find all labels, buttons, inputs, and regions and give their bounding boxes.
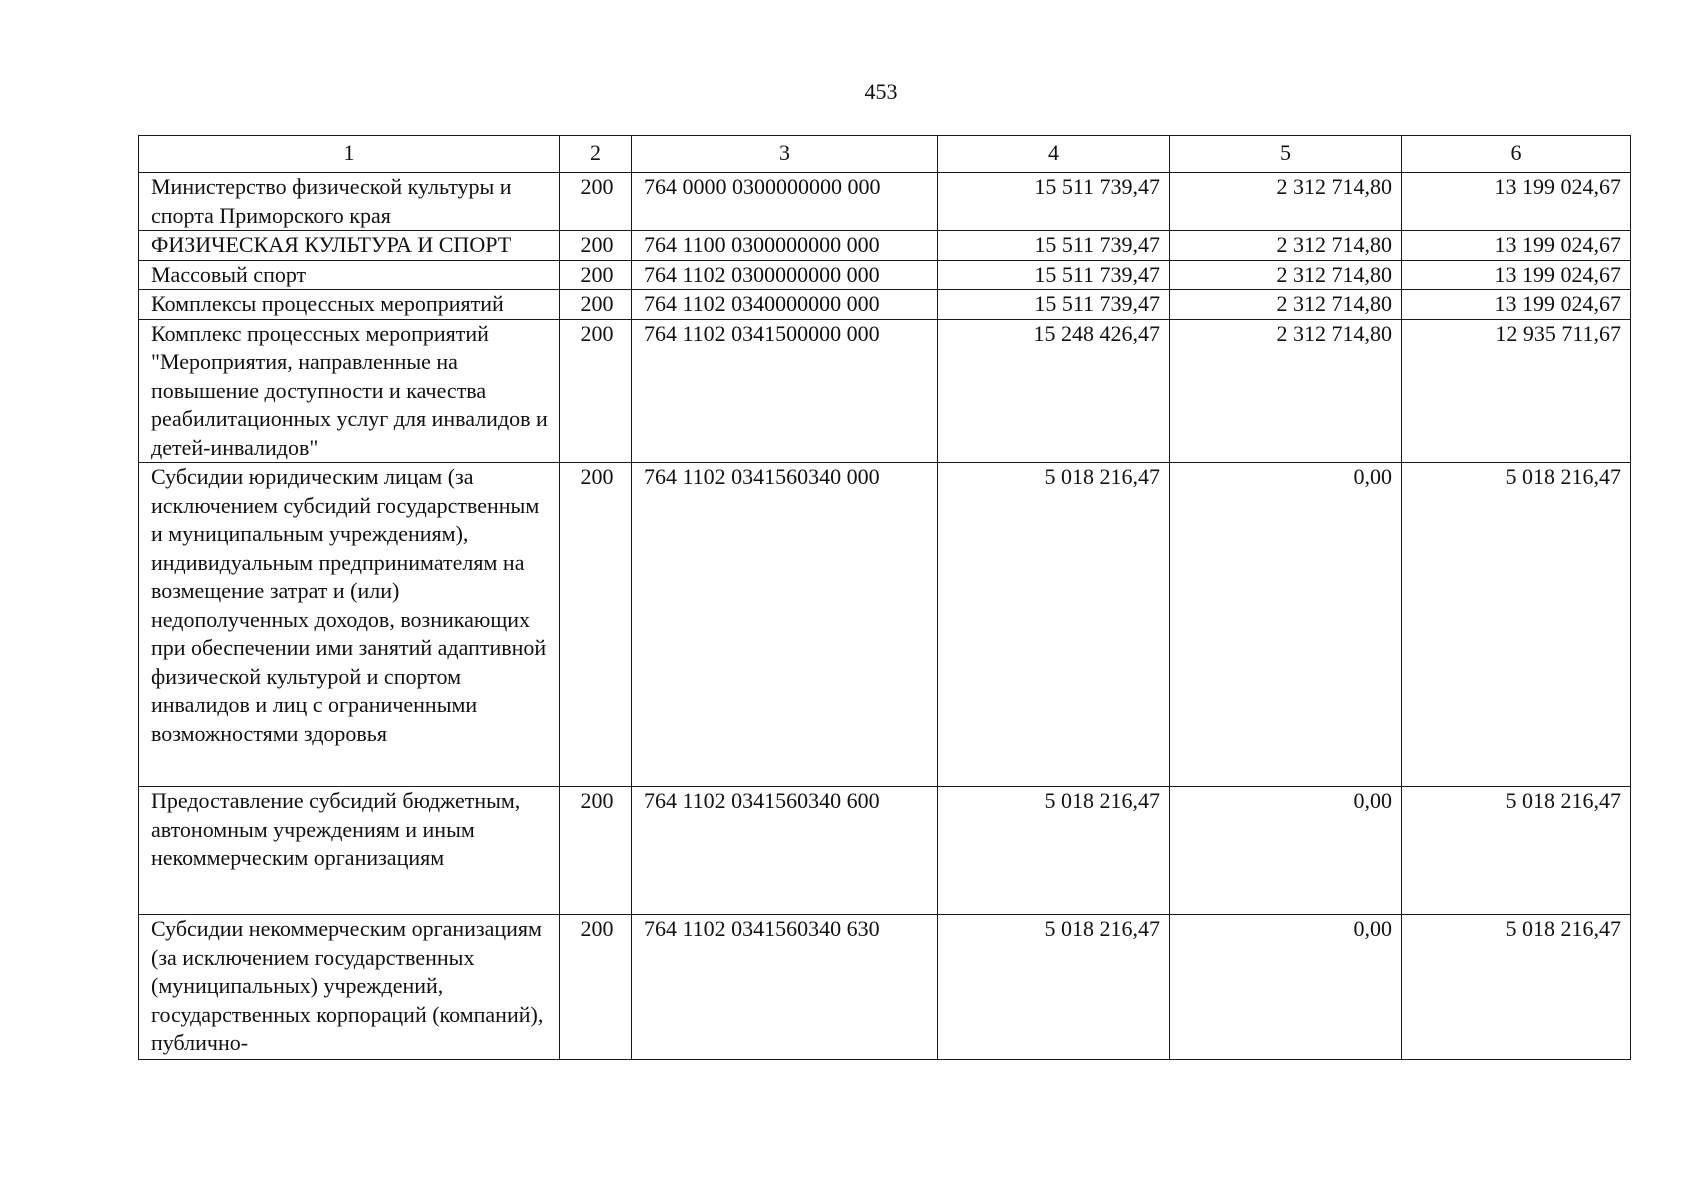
table-row [139,231,1631,261]
column-header-6: 6 [1402,136,1631,173]
row-col2: 200 [560,260,632,290]
row-col2: 200 [560,319,632,463]
row-name: Субсидии юридическим лицам (за исключением субсидий государственным и муниципальным учреждениям), индивидуальным предпринимателям на возмещение затрат и (или) недополученных доходов, возникающих при обеспечении ими занятий адаптивной физической культурой и спортом инвалидов и лиц с ограниченными возможностями здоровья [139,463,560,787]
row-value-6: 13 199 024,67 [1402,290,1631,320]
row-col2: 200 [560,787,632,915]
table-header-row [139,136,1631,173]
row-col2: 200 [560,231,632,261]
table-row [139,787,1631,915]
row-code: 764 1102 0340000000 000 [632,290,938,320]
column-header-1: 1 [139,136,560,173]
row-value-5: 2 312 714,80 [1170,231,1402,261]
row-value-6: 13 199 024,67 [1402,260,1631,290]
row-name: Комплексы процессных мероприятий [139,290,560,320]
row-col2: 200 [560,915,632,1060]
row-value-4: 15 248 426,47 [938,319,1170,463]
budget-table [138,135,1631,1060]
row-name: Предоставление субсидий бюджетным, автономным учреждениям и иным некоммерческим организациям [139,787,560,915]
row-name: Субсидии некоммерческим организациям (за исключением государственных (муниципальных) учреждений, государственных корпораций (компаний), публично- [139,915,560,1060]
row-name: Массовый спорт [139,260,560,290]
row-value-6: 13 199 024,67 [1402,231,1631,261]
row-value-6: 12 935 711,67 [1402,319,1631,463]
table-row [139,290,1631,320]
table-row [139,260,1631,290]
row-value-5: 2 312 714,80 [1170,290,1402,320]
column-header-2: 2 [560,136,632,173]
row-name: ФИЗИЧЕСКАЯ КУЛЬТУРА И СПОРТ [139,231,560,261]
row-value-6: 5 018 216,47 [1402,463,1631,787]
row-value-5: 0,00 [1170,787,1402,915]
row-value-5: 2 312 714,80 [1170,173,1402,231]
row-value-5: 0,00 [1170,463,1402,787]
row-code: 764 1102 0300000000 000 [632,260,938,290]
row-col2: 200 [560,290,632,320]
row-value-4: 5 018 216,47 [938,915,1170,1060]
row-code: 764 1102 0341560340 000 [632,463,938,787]
column-header-3: 3 [632,136,938,173]
row-value-4: 15 511 739,47 [938,290,1170,320]
row-value-4: 15 511 739,47 [938,173,1170,231]
row-code: 764 1100 0300000000 000 [632,231,938,261]
column-header-4: 4 [938,136,1170,173]
row-value-4: 5 018 216,47 [938,787,1170,915]
row-value-6: 5 018 216,47 [1402,915,1631,1060]
row-name: Комплекс процессных мероприятий "Мероприятия, направленные на повышение доступности и качества реабилитационных услуг для инвалидов и детей-инвалидов" [139,319,560,463]
row-name: Министерство физической культуры и спорта Приморского края [139,173,560,231]
table-row [139,173,1631,231]
row-code: 764 1102 0341500000 000 [632,319,938,463]
row-value-5: 2 312 714,80 [1170,319,1402,463]
column-header-5: 5 [1170,136,1402,173]
row-value-5: 0,00 [1170,915,1402,1060]
table-row [139,319,1631,463]
row-value-4: 15 511 739,47 [938,231,1170,261]
row-value-6: 13 199 024,67 [1402,173,1631,231]
row-code: 764 1102 0341560340 600 [632,787,938,915]
row-value-4: 5 018 216,47 [938,463,1170,787]
row-value-6: 5 018 216,47 [1402,787,1631,915]
table-row [139,915,1631,1060]
table-row [139,463,1631,787]
page-number: 453 [864,79,898,104]
row-col2: 200 [560,463,632,787]
row-code: 764 0000 0300000000 000 [632,173,938,231]
row-code: 764 1102 0341560340 630 [632,915,938,1060]
row-value-4: 15 511 739,47 [938,260,1170,290]
row-col2: 200 [560,173,632,231]
row-value-5: 2 312 714,80 [1170,260,1402,290]
